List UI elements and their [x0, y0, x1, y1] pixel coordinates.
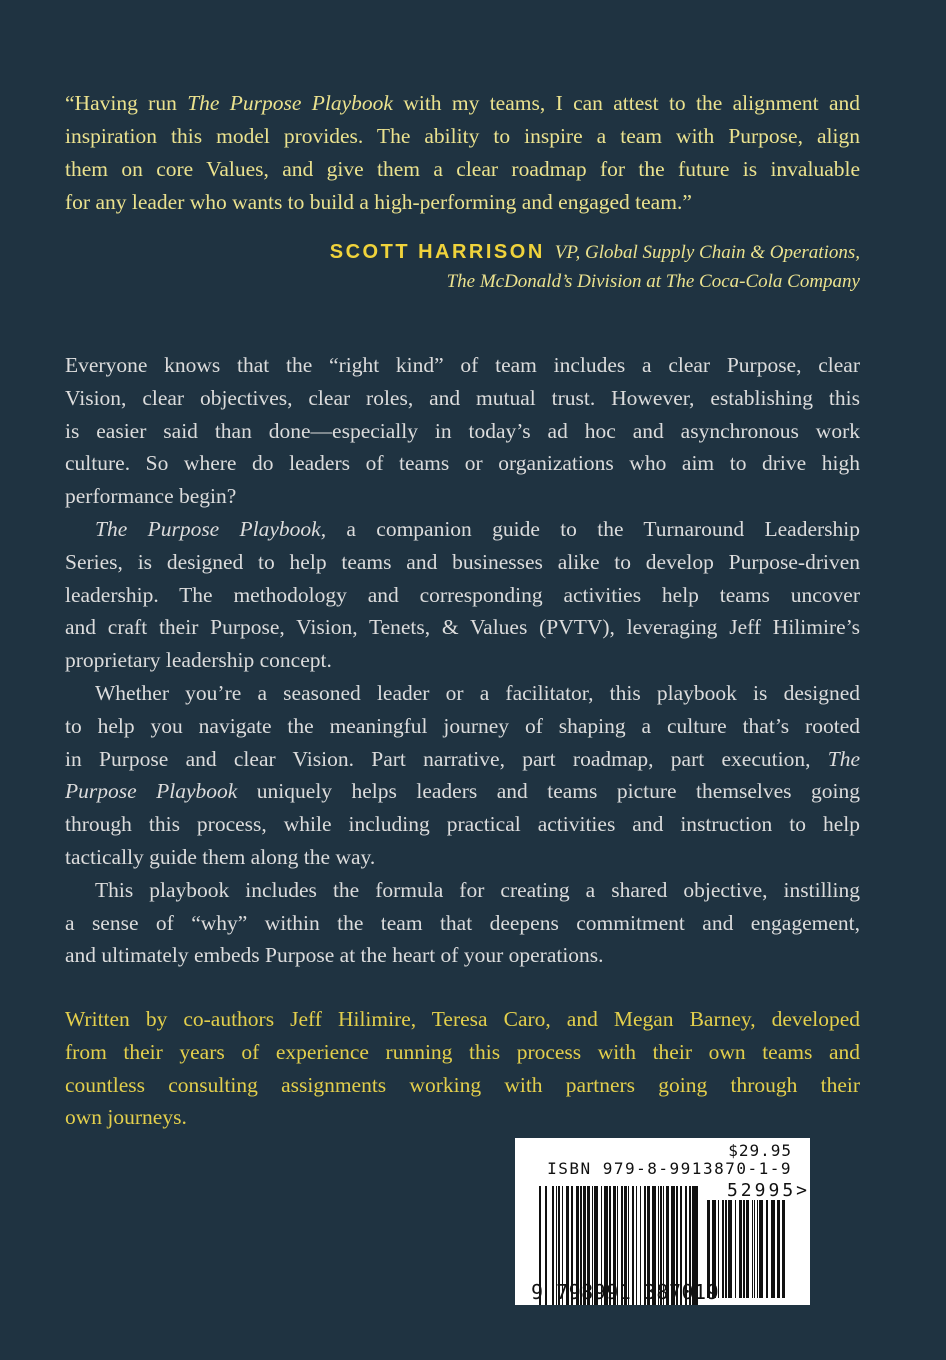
text-segment: for any leader who wants to build a high-performing and engaged team.”	[65, 190, 692, 214]
barcode-bar	[782, 1200, 785, 1298]
text-segment: a sense of “why” within the team that deepens commitment and engagement,	[65, 910, 860, 935]
endorser-name: SCOTT HARRISON	[329, 241, 545, 263]
text-segment: in Purpose and clear Vision. Part narrative, part roadmap, part execution,	[65, 746, 828, 771]
text-segment: is easier said than done—especially in today’s ad hoc and asynchronous work	[65, 418, 860, 443]
price-addon-code: 52995>	[726, 1180, 810, 1201]
text-segment: culture. So where do leaders of teams or organizations who aim to drive high	[65, 451, 860, 476]
text-line	[65, 611, 860, 644]
text-line	[65, 644, 860, 677]
text-line	[65, 513, 860, 546]
endorsement-quote	[65, 87, 860, 219]
isbn-barcode	[515, 1138, 810, 1305]
text-segment: Whether you’re a seasoned leader or a facilitator, this playbook is designed	[95, 680, 860, 705]
text-segment: Everyone knows that the “right kind” of team includes a clear Purpose, clear	[65, 353, 860, 377]
text-line	[65, 120, 860, 153]
text-line	[65, 775, 860, 808]
text-segment: and ultimately embeds Purpose at the heart of your operations.	[65, 943, 604, 968]
barcode-bar	[766, 1200, 768, 1298]
text-line	[65, 907, 860, 940]
text-segment: This playbook includes the formula for creating a shared objective, instilling	[95, 877, 860, 902]
text-segment: a companion guide to the Turnaround Leadership	[326, 516, 860, 541]
text-segment: tactically guide them along the way.	[65, 844, 376, 869]
ean-digits: 9 798991 387019	[531, 1280, 720, 1304]
text-segment: Series, is designed to help teams and businesses alike to develop Purpose-driven	[65, 549, 860, 574]
text-segment: them on core Values, and give them a clear roadmap for the future is invaluable	[65, 157, 860, 181]
text-segment: Written by co-authors Jeff Hilimire, Teresa Caro, and Megan Barney, developed	[65, 1007, 860, 1031]
text-segment: from their years of experience running this process with their own teams and	[65, 1039, 860, 1064]
text-line	[65, 415, 860, 448]
text-line	[65, 87, 860, 120]
barcode-bar	[728, 1200, 732, 1298]
barcode-bar	[757, 1200, 758, 1298]
text-line	[65, 382, 860, 415]
text-line	[65, 349, 860, 382]
text-segment: inspiration this model provides. The ability to inspire a team with Purpose, align	[65, 124, 860, 148]
text-segment: “Having run	[65, 91, 188, 115]
italic-title: Purpose Playbook	[65, 779, 238, 804]
text-line	[65, 1069, 860, 1102]
barcode-bar	[759, 1200, 763, 1298]
text-line	[65, 677, 860, 710]
text-segment: proprietary leadership concept.	[65, 648, 332, 673]
price-label: $29.95	[728, 1141, 792, 1160]
text-line	[65, 939, 860, 972]
text-segment: leadership. The methodology and corresponding activities help teams uncover	[65, 582, 860, 607]
barcode-bar	[743, 1200, 745, 1298]
text-line	[65, 546, 860, 579]
barcode-bar	[771, 1200, 775, 1298]
text-segment: through this process, while including practical activities and instruction to help	[65, 812, 860, 837]
authors-blurb	[65, 1003, 860, 1134]
text-line	[65, 1101, 860, 1134]
text-line	[65, 841, 860, 874]
endorser-company: The McDonald’s Division at The Coca-Cola Company	[446, 271, 860, 292]
text-line	[65, 1036, 860, 1069]
text-segment: to help you navigate the meaningful journey of shaping a culture that’s rooted	[65, 713, 860, 738]
text-line	[65, 808, 860, 841]
text-line	[65, 743, 860, 776]
barcode-bar	[746, 1200, 749, 1298]
text-segment: countless consulting assignments working with partners going through their	[65, 1072, 860, 1097]
italic-title: The	[827, 746, 860, 771]
text-segment: own journeys.	[65, 1105, 187, 1130]
endorser-title: VP, Global Supply Chain & Operations,	[554, 242, 860, 263]
italic-title: The Purpose Playbook,	[95, 516, 327, 541]
barcode-bar	[752, 1200, 753, 1298]
text-segment: performance begin?	[65, 484, 237, 509]
text-line	[65, 480, 860, 513]
text-segment: uniquely helps leaders and teams picture themselves going	[237, 779, 860, 804]
endorsement-attribution	[330, 241, 860, 264]
barcode-bar	[739, 1200, 742, 1298]
text-line	[65, 579, 860, 612]
text-segment: and craft their Purpose, Vision, Tenets, & Values (PVTV), leveraging Jeff Hilimire’s	[65, 615, 860, 640]
text-line	[65, 1003, 860, 1036]
isbn-label: ISBN 979-8-9913870-1-9	[547, 1159, 792, 1178]
text-line	[65, 874, 860, 907]
book-description	[65, 349, 860, 972]
barcode-bar	[735, 1200, 736, 1298]
italic-title: The Purpose Playbook	[187, 91, 393, 115]
text-segment: Vision, clear objectives, clear roles, and mutual trust. However, establishing this	[65, 385, 860, 410]
text-line	[65, 153, 860, 186]
text-line	[65, 710, 860, 743]
barcode-bar	[754, 1200, 755, 1298]
text-segment: with my teams, I can attest to the alignment and	[392, 91, 860, 115]
barcode-bar	[725, 1200, 727, 1298]
text-line	[65, 447, 860, 480]
barcode-bar	[777, 1200, 780, 1298]
text-line	[65, 186, 860, 219]
barcode-bar	[722, 1200, 724, 1298]
